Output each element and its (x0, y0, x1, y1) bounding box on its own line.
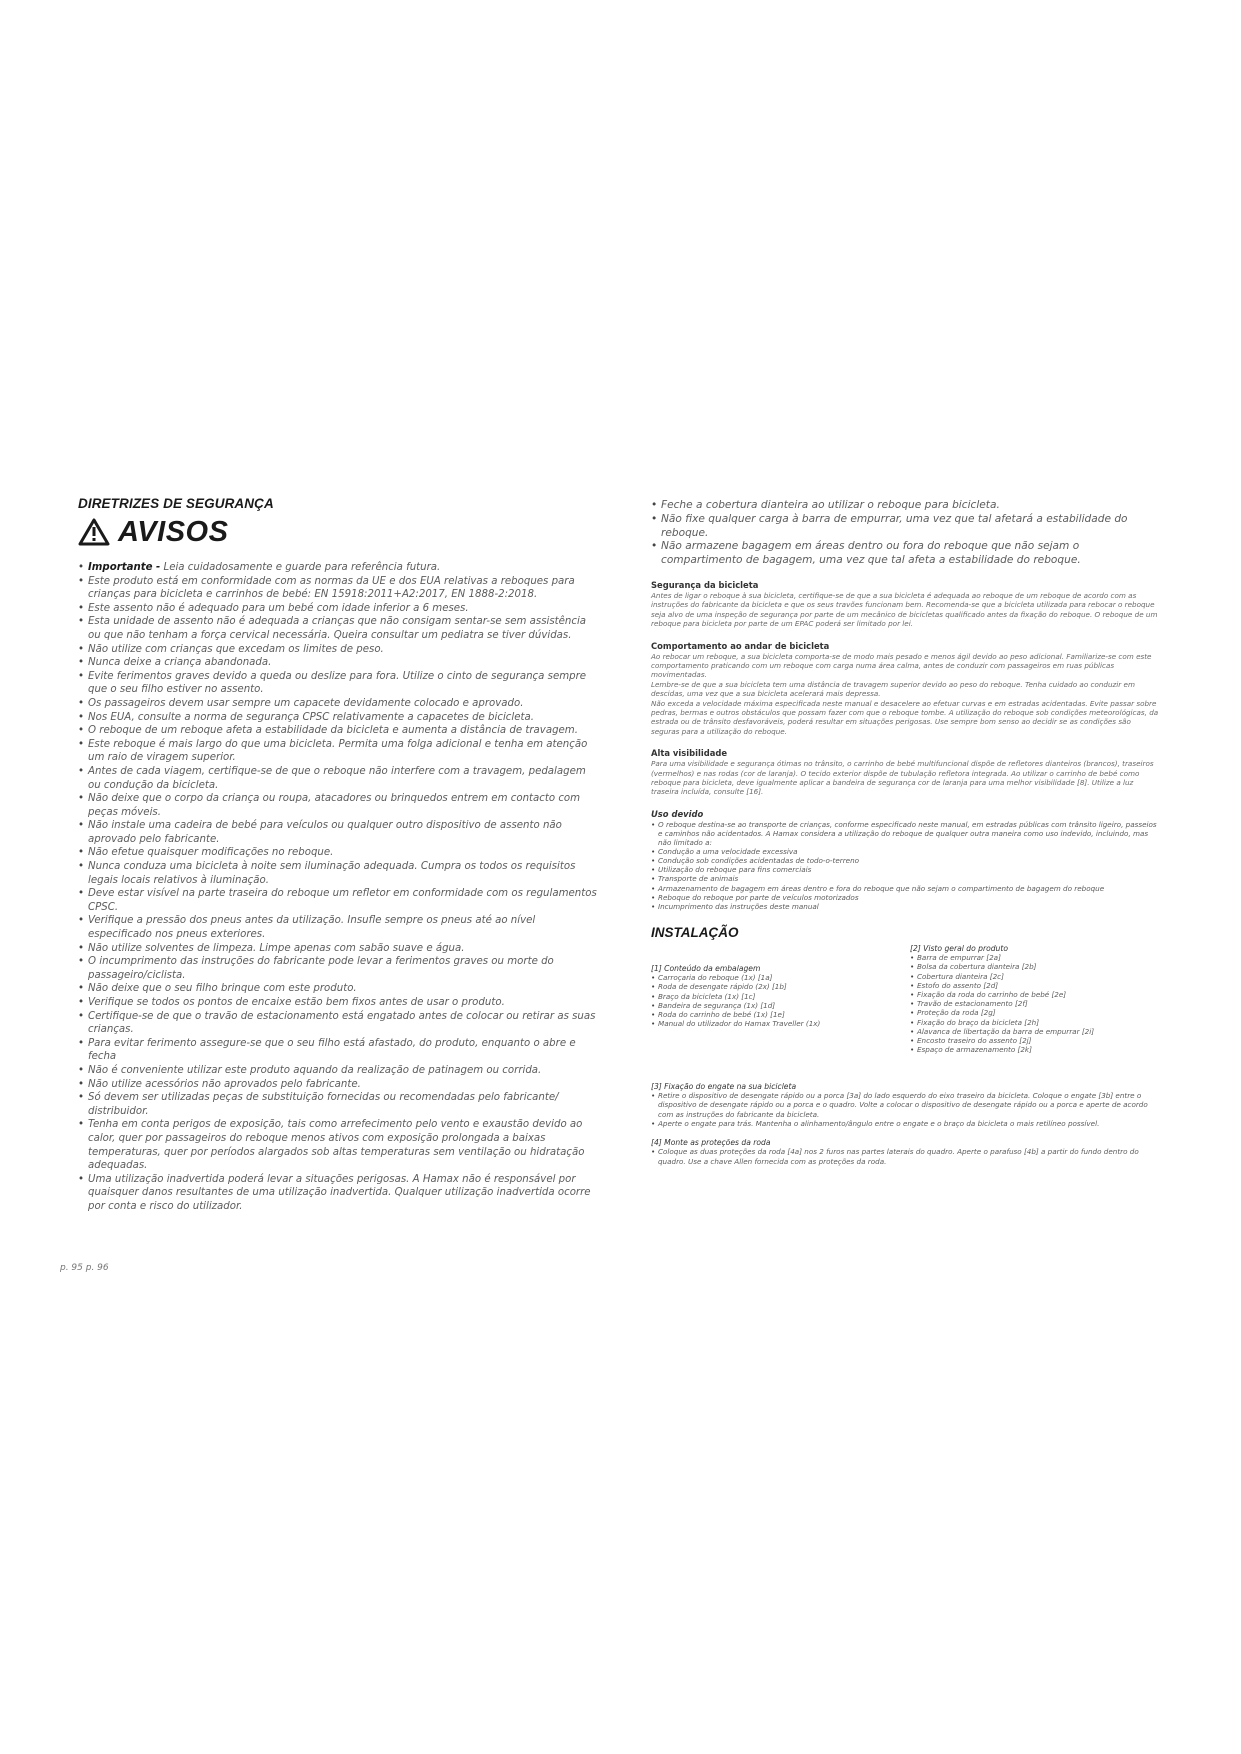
list-item: • Carroçaria do reboque (1x) [1a] (651, 973, 906, 982)
list-item: • Reboque do reboque por parte de veículos motorizados (651, 893, 1159, 902)
package-contents-list (651, 973, 906, 1028)
list-item: • Condução a uma velocidade excessiva (651, 847, 1159, 856)
list-item: • Utilização do reboque para fins comerciais (651, 865, 1159, 874)
list-item: • Braço da bicicleta (1x) [1c] (651, 992, 906, 1001)
page-number: p. 95 p. 96 (60, 1263, 109, 1273)
important-label: Importante - (88, 562, 161, 573)
warnings-list (78, 561, 600, 1214)
list-item: • Retire o dispositivo de desengate rápido ou a porca [3a] do lado esquerdo do eixo traseiro da bicicleta. Coloque o engate [3b] entre o dispositivo de desengate rápido ou a porca e o quadro. Volte a colocar o dispositivo de desengate rápido ou a porca e aperte de acordo com as instruções do fabricante da bicicleta. (651, 1091, 1159, 1119)
product-overview-list (910, 953, 1160, 1054)
list-item: • Fixação do braço da bicicleta [2h] (910, 1018, 1160, 1027)
installation-lists (651, 940, 1159, 1078)
list-item: • Fixação da roda do carrinho de bebé [2e] (910, 990, 1160, 999)
list-item: • Os passageiros devem usar sempre um capacete devidamente colocado e aprovado. (78, 697, 600, 711)
intended-use-list (651, 820, 1159, 911)
product-overview-title: [2] Visto geral do produto (910, 943, 1008, 953)
package-contents (651, 964, 906, 1029)
list-item: • Não efetue quaisquer modificações no reboque. (78, 846, 600, 860)
list-item: • Barra de empurrar [2a] (910, 953, 1160, 962)
list-item: • O reboque de um reboque afeta a estabilidade da bicicleta e aumenta a distância de travagem. (78, 724, 600, 738)
bike-safety-text: Antes de ligar o reboque à sua bicicleta, certifique-se de que a sua bicicleta é adequada ao reboque de um reboque de acordo com as instruções do fabricante da bicicleta e que os seus travões funcionam bem. Recomenda-se que a bicicleta utilizada para rebocar o reboque seja alvo de uma inspeção de segurança por parte de um mecânico de bicicletas qualificado antes da fixação do reboque. O reboque de um reboque para bicicleta por parte de um EPAC poderá ser limitado por lei. (651, 590, 1158, 629)
wheel-guards-list (651, 1147, 1159, 1165)
list-item: • Não armazene bagagem em áreas dentro ou fora do reboque que não sejam o compartimento de bagagem, uma vez que tal afeta a estabilidade do reboque. (651, 540, 1159, 568)
list-item: • Manual do utilizador do Hamax Traveller (1x) (651, 1019, 906, 1028)
hitch-section (651, 1082, 1159, 1128)
list-item: • Verifique se todos os pontos de encaixe estão bem fixos antes de usar o produto. (78, 996, 600, 1010)
warnings-title: AVISOS (118, 515, 229, 548)
wheel-guards-title: [4] Monte as proteções da roda (651, 1138, 771, 1148)
list-item: • Proteção da roda [2g] (910, 1008, 1160, 1017)
list-item: • Bandeira de segurança (1x) [1d] (651, 1001, 906, 1010)
list-item: • Roda de desengate rápido (2x) [1b] (651, 982, 906, 991)
list-item: • Não deixe que o corpo da criança ou roupa, atacadores ou brinquedos entrem em contacto com peças móveis. (78, 792, 600, 819)
list-item: • Este assento não é adequado para um bebé com idade inferior a 6 meses. (78, 602, 600, 616)
list-item: • Não fixe qualquer carga à barra de empurrar, uma vez que tal afetará a estabilidade do reboque. (651, 513, 1159, 541)
list-item: • Nunca deixe a criança abandonada. (78, 656, 600, 670)
list-item: • Deve estar visível na parte traseira do reboque um refletor em conformidade com os regulamentos CPSC. (78, 887, 600, 914)
hitch-title: [3] Fixação do engate na sua bicicleta (651, 1081, 797, 1091)
list-item: • Não utilize com crianças que excedam os limites de peso. (78, 643, 600, 657)
visibility-title: Alta visibilidade (651, 748, 728, 759)
list-item: • Evite ferimentos graves devido a queda ou deslize para fora. Utilize o cinto de segurança sempre que o seu filho estiver no assento. (78, 670, 600, 697)
list-item: • Armazenamento de bagagem em áreas dentro e fora do reboque que não sejam o compartimento de bagagem do reboque (651, 884, 1159, 893)
list-item: • Uma utilização inadvertida poderá levar a situações perigosas. A Hamax não é responsável por quaisquer danos resultantes de uma utilização inadvertida. Qualquer utilização inadvertida ocorre por conta e risco do utilizador. (78, 1173, 600, 1214)
riding-behaviour-text-3: Não exceda a velocidade máxima especificada neste manual e desacelere ao efetuar curvas e em estradas acidentadas. Evite passar sobre pedras, bermas e outros obstáculos que possam fazer com que o reboque tombe. A utilização do reboque sob condições meteorológicas, da estrada ou de trânsito desfavoráveis, poderá resultar em situações perigosas. Use sempre bom senso ao decidir se as condições são seguras para a utilização do reboque. (651, 698, 1159, 736)
intended-use-title: Uso devido (651, 808, 704, 819)
installation-title: INSTALAÇÃO (651, 924, 739, 940)
section-heading: DIRETRIZES DE SEGURANÇA (78, 496, 274, 511)
list-item: • Para evitar ferimento assegure-se que o seu filho está afastado, do produto, enquanto o abre e fecha (78, 1037, 600, 1064)
riding-behaviour-title: Comportamento ao andar de bicicleta (651, 640, 830, 651)
list-item: • Não instale uma cadeira de bebé para veículos ou qualquer outro dispositivo de assento não aprovado pelo fabricante. (78, 819, 600, 846)
list-item: • Coloque as duas proteções da roda [4a] nos 2 furos nas partes laterais do quadro. Aperte o parafuso [4b] a partir do fundo dentro do quadro. Use a chave Allen fornecida com as proteções da roda. (651, 1147, 1159, 1165)
list-item: • Espaço de armazenamento [2k] (910, 1045, 1160, 1054)
list-item: • Verifique a pressão dos pneus antes da utilização. Insufle sempre os pneus até ao nível especificado nos pneus exteriores. (78, 914, 600, 941)
list-item: • Este produto está em conformidade com as normas da UE e dos EUA relativas a reboques para crianças para bicicleta e carrinhos de bebé: EN 15918:2011+A2:2017, EN 1888-2:2018. (78, 575, 600, 602)
warnings-header (78, 515, 600, 549)
riding-behaviour-text-2: Lembre-se de que a sua bicicleta tem uma distância de travagem superior devido ao peso do reboque. Tenha cuidado ao conduzir em descidas, uma vez que a sua bicicleta acelerará mais depressa. (651, 679, 1135, 699)
visibility-text: Para uma visibilidade e segurança ótimas no trânsito, o carrinho de bebé multifuncional dispõe de refletores dianteiros (brancos), traseiros (vermelhos) e nas rodas (cor de laranja). O tecido exterior dispõe de tubulação refletora integrada. Ao utilizar o carrinho de bebé como reboque para bicicleta, deve igualmente aplicar a bandeira de segurança cor de laranja para uma melhor visibilidade [8]. Utilize a luz traseira incluída, consulte [16]. (651, 759, 1154, 797)
list-item: • Condução sob condições acidentadas de todo-o-terreno (651, 856, 1159, 865)
right-column (651, 499, 1159, 1166)
list-item: • Este reboque é mais largo do que uma bicicleta. Permita uma folga adicional e tenha em atenção um raio de viragem superior. (78, 738, 600, 765)
list-item: • Tenha em conta perigos de exposição, tais como arrefecimento pelo vento e exaustão devido ao calor, quer por passageiros do reboque menos ativos com exposição prolongada a baixas temperaturas, quer por períodos alargados sob altas temperaturas sem ventilação ou hidratação adequadas. (78, 1118, 600, 1172)
list-item: • O incumprimento das instruções do fabricante pode levar a ferimentos graves ou morte do passageiro/ciclista. (78, 955, 600, 982)
bike-safety-title: Segurança da bicicleta (651, 579, 759, 590)
list-item: • Certifique-se de que o travão de estacionamento está engatado antes de colocar ou retirar as suas crianças. (78, 1010, 600, 1037)
list-item: • Bolsa da cobertura dianteira [2b] (910, 962, 1160, 971)
important-text: Leia cuidadosamente e guarde para referência futura. (160, 562, 441, 573)
list-item: • Alavanca de libertação da barra de empurrar [2i] (910, 1027, 1160, 1036)
list-item: • Transporte de animais (651, 874, 1159, 883)
product-overview (910, 944, 1160, 1055)
list-item: • O reboque destina-se ao transporte de crianças, conforme especificado neste manual, em estradas públicas com trânsito ligeiro, passeios e caminhos não acidentados. A Hamax considera a utilização do reboque de qualquer outra maneira como uso indevido, incluindo, mas não limitado a: (651, 820, 1159, 847)
list-item: • Roda do carrinho de bebé (1x) [1e] (651, 1010, 906, 1019)
list-item: • Só devem ser utilizadas peças de substituição fornecidas ou recomendadas pelo fabricante/ distribuidor. (78, 1091, 600, 1118)
list-item: • Esta unidade de assento não é adequada a crianças que não consigam sentar-se sem assistência ou que não tenham a força cervical necessária. Queira consultar um pediatra se tiver dúvidas. (78, 615, 600, 642)
warning-triangle-icon (78, 517, 110, 547)
list-item: • Não deixe que o seu filho brinque com este produto. (78, 982, 600, 996)
list-item: • Antes de cada viagem, certifique-se de que o reboque não interfere com a travagem, pedalagem ou condução da bicicleta. (78, 765, 600, 792)
list-item: • Aperte o engate para trás. Mantenha o alinhamento/ângulo entre o engate e o braço da bicicleta o mais retilíneo possível. (651, 1119, 1159, 1128)
safety-guidelines-column (78, 496, 600, 1214)
list-item: • Não utilize solventes de limpeza. Limpe apenas com sabão suave e água. (78, 942, 600, 956)
list-item: • Não utilize acessórios não aprovados pelo fabricante. (78, 1078, 600, 1092)
list-item: • Nunca conduza uma bicicleta à noite sem iluminação adequada. Cumpra os todos os requisitos legais locais relativos à iluminação. (78, 860, 600, 887)
riding-behaviour-text-1: Ao rebocar um reboque, a sua bicicleta comporta-se de modo mais pesado e menos ágil devido ao peso adicional. Familiarize-se com este comportamento praticando com um reboque com carga numa área calma, antes de conduzir com passageiros em ruas públicas movimentadas. (651, 651, 1152, 680)
list-item-important (78, 561, 600, 575)
list-item: • Cobertura dianteira [2c] (910, 972, 1160, 981)
list-item: • Feche a cobertura dianteira ao utilizar o reboque para bicicleta. (651, 499, 1159, 513)
wheel-guards-section (651, 1138, 1159, 1166)
continued-warnings-list (651, 499, 1159, 568)
hitch-list (651, 1091, 1159, 1128)
list-item: • Nos EUA, consulte a norma de segurança CPSC relativamente a capacetes de bicicleta. (78, 711, 600, 725)
list-item: • Travão de estacionamento [2f] (910, 999, 1160, 1008)
list-item: • Incumprimento das instruções deste manual (651, 902, 1159, 911)
list-item: • Encosto traseiro do assento [2j] (910, 1036, 1160, 1045)
list-item: • Estofo do assento [2d] (910, 981, 1160, 990)
list-item: • Não é conveniente utilizar este produto aquando da realização de patinagem ou corrida. (78, 1064, 600, 1078)
package-contents-title: [1] Conteúdo da embalagem (651, 963, 761, 973)
